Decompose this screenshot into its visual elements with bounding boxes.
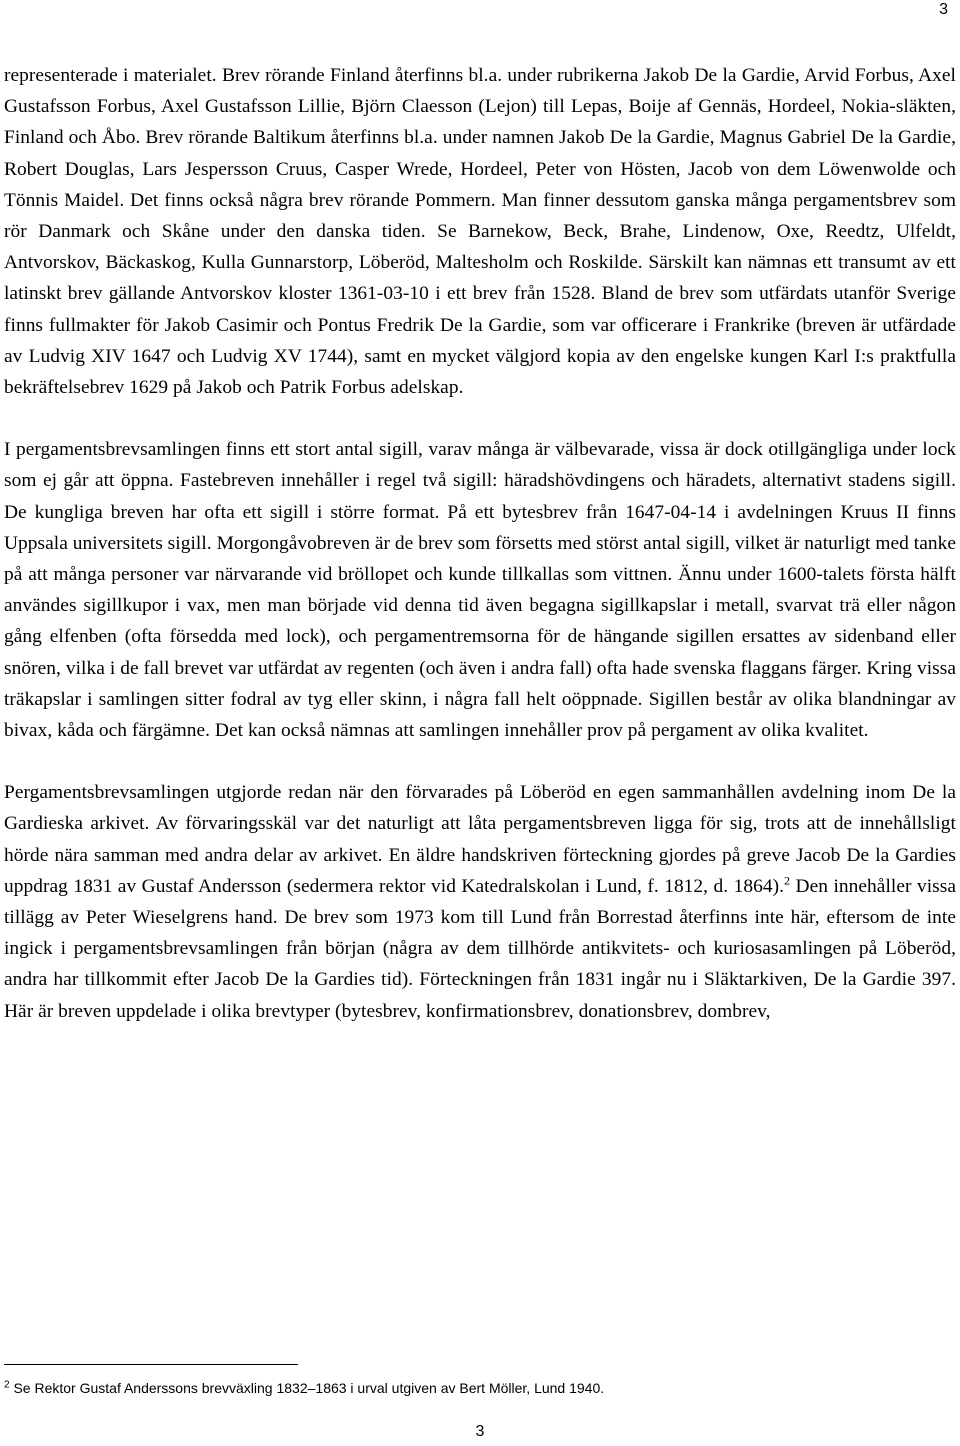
footnote-reference[interactable]: 2: [784, 873, 791, 888]
footnote-number: 2: [4, 1379, 10, 1391]
paragraph-3: [4, 777, 956, 1027]
paragraph-3-text-start: Pergamentsbrevsamlingen utgjorde redan när den förvarades på Löberöd en egen sammanhållen avdelning inom De la Gardieska arkivet. Av förvaringsskäl var det naturligt att låta pergamentsbreven ligga för sig, trots att de innehållsligt hörde nära samman med andra delar av arkivet. En äldre handskriven förteckning gjordes på greve Jacob De la Gardies uppdrag 1831 av Gustaf Andersson (sedermera rektor vid Katedralskolan i Lund, f. 1812, d. 1864).: [4, 782, 956, 897]
paragraph-3-text-end: Den innehåller vissa tillägg av Peter Wieselgrens hand. De brev som 1973 kom till Lund från Borrestad återfinns inte här, eftersom de inte ingick i pergamentsbrevsamlingen från början (några av dem tillhörde antikvitets- och kuriosasamlingen på Löberöd, andra har tillkommit efter Jacob De la Gardies tid). Förteckningen från 1831 ingår nu i Släktarkiven, De la Gardie 397. Här är breven uppdelade i olika brevtyper (bytesbrev, konfirmationsbrev, donationsbrev, dombrev,: [4, 875, 956, 1022]
footnote-text: Se Rektor Gustaf Anderssons brevväxling 1832–1863 i urval utgiven av Bert Möller, Lund 1940.: [9, 1380, 605, 1396]
footnote: [4, 1378, 956, 1398]
document-body: [4, 60, 956, 1058]
page-number-top: 3: [939, 1, 948, 18]
paragraph-2: I pergamentsbrevsamlingen finns ett stort antal sigill, varav många är välbevarade, vissa är dock otillgängliga under lock som ej går att öppna. Fastebreven innehåller i regel två sigill: häradshövdingens och häradets, alternativt stadens sigill. De kungliga breven har ofta ett sigill i större format. På ett bytesbrev från 1647-04-14 i avdelningen Kruus II finns Uppsala universitets sigill. Morgongåvobreven är de brev som försetts med störst antal sigill, vilket är naturligt med tanke på att många personer var närvarande vid bröllopet och kunde tillkallas som vittnen. Ännu under 1600-talets första hälft användes sigillkupor i vax, men man började vid denna tid även begagna sigillkapslar i metall, svarvat trä eller någon gång elfenben (ofta försedda med lock), och pergamentremsorna för de hängande sigillen ersattes av sidenband eller snören, vilka i de fall brevet var utfärdat av regenten (och även i andra fall) ofta hade svenska flaggans färger. Kring vissa träkapslar i samlingen sitter fodral av tyg eller skinn, i några fall helt oöppnade. Sigillen består av olika blandningar av bivax, kåda och färgämne. Det kan också nämnas att samlingen innehåller prov på pergament av olika kvalitet.: [4, 439, 957, 742]
page-number-bottom: 3: [475, 1423, 485, 1440]
footnote-separator: [4, 1364, 298, 1365]
paragraph-1: representerade i materialet. Brev rörande Finland återfinns bl.a. under rubrikerna Jakob De la Gardie, Arvid Forbus, Axel Gustafsson Forbus, Axel Gustafsson Lillie, Björn Claesson (Lejon) till Lepas, Boije af Gennäs, Hordeel, Nokia-släkten, Finland och Åbo. Brev rörande Baltikum återfinns bl.a. under namnen Jakob De la Gardie, Magnus Gabriel De la Gardie, Robert Douglas, Lars Jespersson Cruus, Casper Wrede, Hordeel, Peter von Hösten, Jacob von dem Löwenwolde och Tönnis Maidel. Det finns också några brev rörande Pommern. Man finner dessutom ganska många pergamentsbrev som rör Danmark och Skåne under den danska tiden. Se Barnekow, Beck, Brahe, Lindenow, Oxe, Reedtz, Ulfeldt, Antvorskov, Bäckaskog, Kulla Gunnarstorp, Löberöd, Maltesholm och Roskilde. Särskilt kan nämnas ett transumt av ett latinskt brev gällande Antvorskov kloster 1361-03-10 i ett brev från 1528. Bland de brev som utfärdats utanför Sverige finns fullmakter för Jakob Casimir och Pontus Fredrik De la Gardie, som var officerare i Frankrike (breven är utfärdade av Ludvig XIV 1647 och Ludvig XV 1744), samt en mycket välgjord kopia av den engelske kungen Karl I:s praktfulla bekräftelsebrev 1629 på Jakob och Patrik Forbus adelskap.: [4, 65, 956, 399]
